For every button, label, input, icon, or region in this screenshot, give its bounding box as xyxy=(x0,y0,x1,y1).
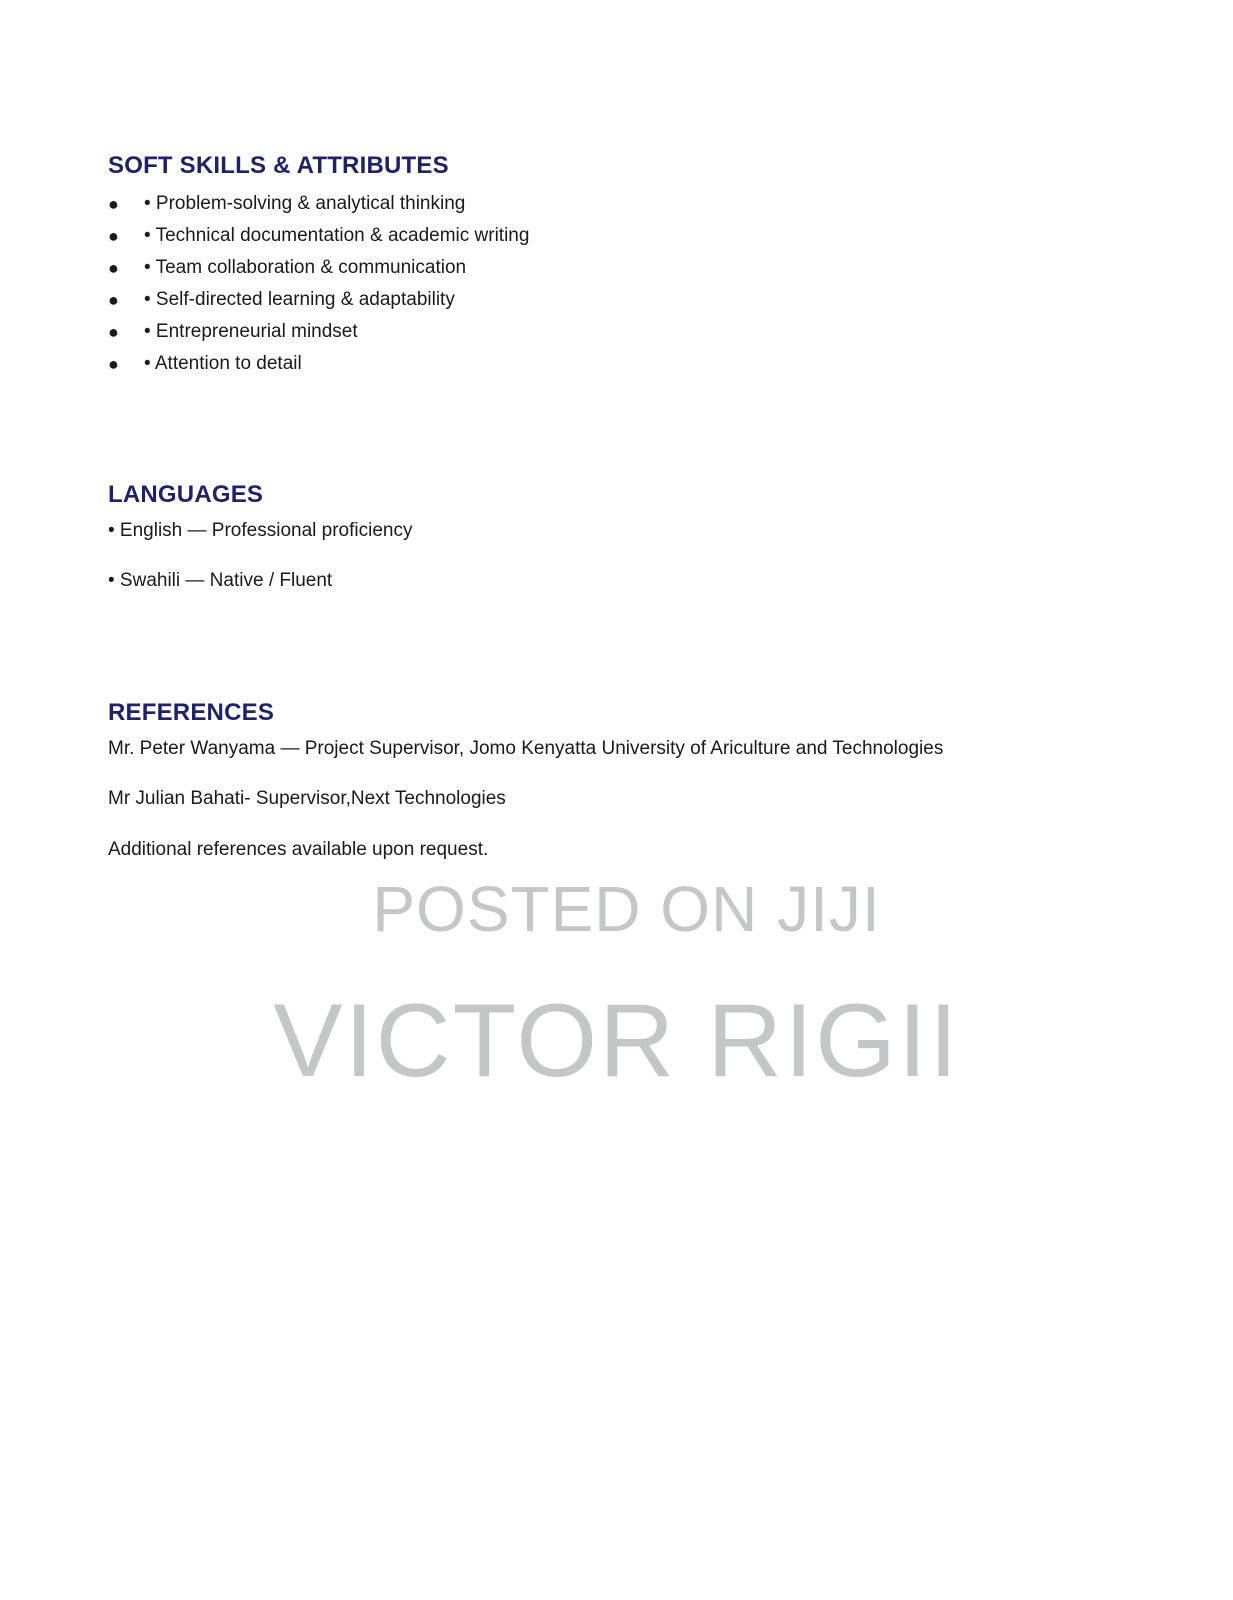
reference-item: Mr Julian Bahati- Supervisor,Next Technologies xyxy=(108,788,506,809)
languages-heading: LANGUAGES xyxy=(108,481,264,508)
skill-text: • Team collaboration & communication xyxy=(144,257,467,278)
bullet-icon: ● xyxy=(108,194,119,214)
references-heading: REFERENCES xyxy=(108,699,275,726)
bullet-icon: ● xyxy=(108,258,119,278)
skill-text: • Self-directed learning & adaptability xyxy=(144,289,455,310)
bullet-icon: ● xyxy=(108,290,119,310)
skill-text: • Technical documentation & academic writing xyxy=(144,225,530,246)
skill-text: • Problem-solving & analytical thinking xyxy=(144,193,466,214)
soft-skills-heading: SOFT SKILLS & ATTRIBUTES xyxy=(108,152,449,179)
reference-item: Mr. Peter Wanyama — Project Supervisor, Jomo Kenyatta University of Ariculture and Technologies xyxy=(108,738,944,759)
skill-text: • Entrepreneurial mindset xyxy=(144,321,358,342)
skill-text: • Attention to detail xyxy=(144,353,302,374)
language-item-swahili: • Swahili — Native / Fluent xyxy=(108,570,333,591)
language-item-english: • English — Professional proficiency xyxy=(108,520,413,541)
watermark-name: VICTOR RIGII xyxy=(273,983,960,1099)
watermark-posted-on: POSTED ON JIJI xyxy=(372,873,881,945)
bullet-icon: ● xyxy=(108,354,119,374)
bullet-icon: ● xyxy=(108,322,119,342)
bullet-icon: ● xyxy=(108,226,119,246)
references-note: Additional references available upon request. xyxy=(108,839,489,860)
